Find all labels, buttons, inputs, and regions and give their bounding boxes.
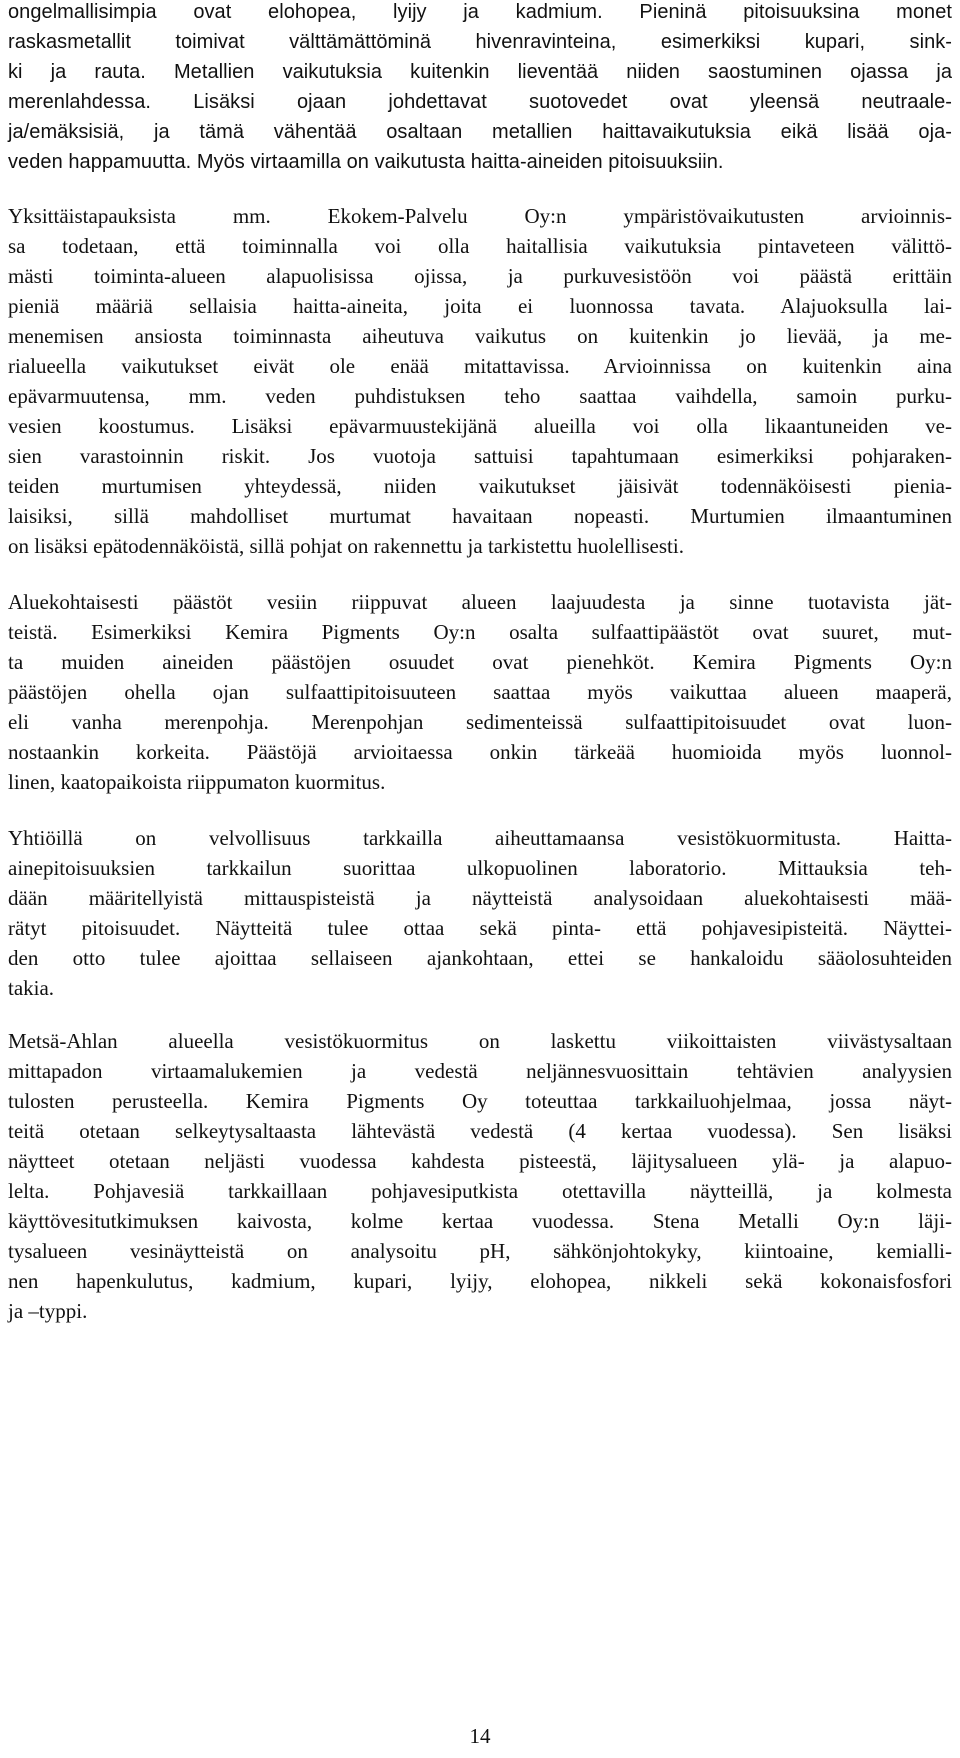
text-line: rätyt pitoisuudet. Näytteitä tulee ottaa sekä pinta- että pohjavesipisteitä. Näyttei-: [8, 916, 952, 940]
text-line: sa todetaan, että toiminnalla voi olla haitallisia vaikutuksia pintaveteen välittö-: [8, 234, 952, 258]
text-line: ta muiden aineiden päästöjen osuudet ovat pienehköt. Kemira Pigments Oy:n: [8, 650, 952, 674]
text-line: ki ja rauta. Metallien vaikutuksia kuitenkin lieventää niiden saostuminen ojassa ja: [8, 61, 952, 83]
text-line: vesien koostumus. Lisäksi epävarmuustekijänä alueilla voi olla likaantuneiden ve-: [8, 414, 952, 438]
text-line: näytteet otetaan neljästi vuodessa kahdesta pisteestä, läjitysalueen ylä- ja alapuo-: [8, 1149, 952, 1173]
text-line: pieniä määriä sellaisia haitta-aineita, joita ei luonnossa tavata. Alajuoksulla lai-: [8, 294, 952, 318]
text-line: takia.: [8, 976, 55, 1000]
text-line: linen, kaatopaikoista riippumaton kuormitus.: [8, 770, 386, 794]
text-line: tysalueen vesinäytteistä on analysoitu pH, sähkönjohtokyky, kiintoaine, kemialli-: [8, 1239, 952, 1263]
text-line: Aluekohtaisesti päästöt vesiin riippuvat alueen laajuudesta ja sinne tuotavista jät-: [8, 590, 952, 614]
text-line: on lisäksi epätodennäköistä, sillä pohjat on rakennettu ja tarkistettu huolellisesti.: [8, 534, 684, 558]
paragraph-load-calculation: [8, 1026, 952, 1326]
text-line: den otto tulee ajoittaa sellaiseen ajankohtaan, ettei se hankaloidu sääolosuhteiden: [8, 946, 952, 970]
text-line: rialueella vaikutukset eivät ole enää mitattavissa. Arvioinnissa on kuitenkin aina: [8, 354, 952, 378]
text-line: menemisen ansiosta toiminnasta aiheutuva vaikutus on kuitenkin jo lievää, ja me-: [8, 324, 952, 348]
text-line: laisiksi, sillä mahdolliset murtumat havaitaan nopeasti. Murtumien ilmaantuminen: [8, 504, 952, 528]
paragraph-monitoring-duty: [8, 823, 952, 1003]
text-line: teitä otetaan selkeytysaltaasta lähtevästä vedestä (4 kertaa vuodessa). Sen lisäksi: [8, 1119, 952, 1143]
paragraph-ekokem-assessment: [8, 201, 952, 561]
text-line: raskasmetallit toimivat välttämättöminä hivenravinteina, esimerkiksi kupari, sink-: [8, 31, 952, 53]
paragraph-metals-effects: [8, 0, 952, 177]
text-line: epävarmuutensa, mm. veden puhdistuksen teho saattaa vaihdella, samoin purku-: [8, 384, 952, 408]
text-line: lelta. Pohjavesiä tarkkaillaan pohjavesiputkista otettavilla näytteillä, ja kolmesta: [8, 1179, 952, 1203]
text-line: tulosten perusteella. Kemira Pigments Oy toteuttaa tarkkailuohjelmaa, jossa näyt-: [8, 1089, 952, 1113]
text-line: Metsä-Ahlan alueella vesistökuormitus on laskettu viikoittaisten viivästysaltaan: [8, 1029, 952, 1053]
page-number: 14: [469, 1724, 491, 1748]
text-line: veden happamuutta. Myös virtaamilla on vaikutusta haitta-aineiden pitoisuuksiin.: [8, 151, 724, 173]
text-line: teistä. Esimerkiksi Kemira Pigments Oy:n osalta sulfaattipäästöt ovat suuret, mut-: [8, 620, 952, 644]
text-line: sien varastoinnin riskit. Jos vuotoja sattuisi tapahtumaan esimerkiksi pohjaraken-: [8, 444, 952, 468]
text-line: käyttövesitutkimuksen kaivosta, kolme kertaa vuodessa. Stena Metalli Oy:n läji-: [8, 1209, 952, 1233]
text-line: ongelmallisimpia ovat elohopea, lyijy ja kadmium. Pieninä pitoisuuksina monet: [8, 1, 952, 23]
text-line: mittapadon virtaamalukemien ja vedestä neljännesvuosittain tehtävien analyysien: [8, 1059, 952, 1083]
text-line: nen hapenkulutus, kadmium, kupari, lyijy, elohopea, nikkeli sekä kokonaisfosfori: [8, 1269, 952, 1293]
text-line: teiden murtumisen yhteydessä, niiden vaikutukset jäisivät todennäköisesti pienia-: [8, 474, 952, 498]
text-line: ainepitoisuuksien tarkkailun suorittaa ulkopuolinen laboratorio. Mittauksia teh-: [8, 856, 952, 880]
paragraph-regional-emissions: [8, 587, 952, 797]
text-line: merenlahdessa. Lisäksi ojaan johdettavat suotovedet ovat yleensä neutraale-: [8, 91, 952, 113]
text-line: nostaankin korkeita. Päästöjä arvioitaessa onkin tärkeää huomioida myös luonnol-: [8, 740, 952, 764]
text-line: Yhtiöillä on velvollisuus tarkkailla aiheuttamaansa vesistökuormitusta. Haitta-: [8, 826, 952, 850]
text-line: ja –typpi.: [8, 1299, 88, 1323]
text-line: eli vanha merenpohja. Merenpohjan sedimenteissä sulfaattipitoisuudet ovat luon-: [8, 710, 952, 734]
text-line: dään määritellyistä mittauspisteistä ja näytteistä analysoidaan aluekohtaisesti mää-: [8, 886, 952, 910]
text-line: ja/emäksisiä, ja tämä vähentää osaltaan metallien haittavaikutuksia eikä lisää oja-: [8, 121, 952, 143]
text-line: päästöjen ohella ojan sulfaattipitoisuuteen saattaa myös vaikuttaa alueen maaperä,: [8, 680, 952, 704]
text-line: mästi toiminta-alueen alapuolisissa ojissa, ja purkuvesistöön voi päästä erittäin: [8, 264, 952, 288]
text-line: Yksittäistapauksista mm. Ekokem-Palvelu Oy:n ympäristövaikutusten arvioinnis-: [8, 204, 952, 228]
